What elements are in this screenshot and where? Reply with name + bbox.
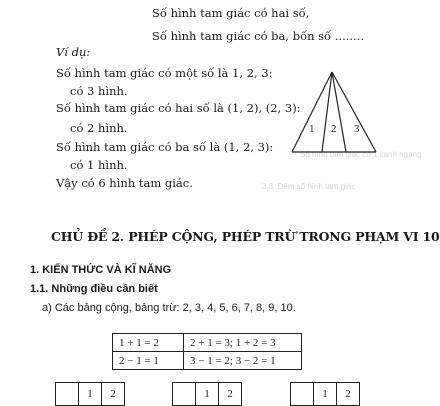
grid-cell: [173, 383, 196, 406]
subsection-heading: 1.1. Những điều cần biết: [30, 283, 158, 295]
triangle-label: 2: [331, 123, 337, 135]
triangle-label: 3: [354, 123, 360, 135]
example-line: Số hình tam giác có hai số là (1, 2), (2, 3):: [56, 101, 301, 115]
table-row: [113, 334, 302, 352]
example-line: Vậy có 6 hình tam giác.: [56, 176, 193, 190]
grid-cell: 1: [79, 383, 102, 406]
example-line: có 3 hình.: [70, 84, 128, 98]
triangle-figure: [290, 70, 380, 155]
text-line: Số hình tam giác có ba, bốn số ........: [152, 29, 364, 43]
grid-cell: 1: [196, 383, 219, 406]
grid-cell: 2: [102, 383, 125, 406]
text-line: Số hình tam giác có hai số,: [152, 6, 310, 20]
example-line: có 2 hình.: [70, 121, 128, 135]
example-line: có 1 hình.: [70, 158, 128, 172]
grid-cell: 2: [337, 383, 360, 406]
bleed-through-text: Số hình tam giác có 1 cạnh ngang: [300, 150, 422, 159]
grid-cell: [291, 383, 314, 406]
grid-cell: 1: [314, 383, 337, 406]
number-grid: [172, 382, 242, 406]
table-cell: 2 + 1 = 3; 1 + 2 = 3: [184, 334, 302, 352]
table-cell: 2 − 1 = 1: [113, 352, 184, 370]
example-heading: Ví dụ:: [56, 45, 91, 59]
grid-cell: 2: [219, 383, 242, 406]
triangle-label: 1: [309, 123, 315, 135]
example-line: Số hình tam giác có ba số là (1, 2, 3):: [56, 140, 274, 154]
grid-row: [56, 383, 125, 406]
grid-row: [291, 383, 360, 406]
section-heading: 1. KIẾN THỨC VÀ KĨ NĂNG: [30, 264, 172, 276]
table-cell: 3 − 1 = 2; 3 − 2 = 1: [184, 352, 302, 370]
number-grid: [55, 382, 125, 406]
example-line: Số hình tam giác có một số là 1, 2, 3:: [56, 66, 273, 80]
grid-row: [173, 383, 242, 406]
bleed-through-text: 3.3. Đếm số hình tam giác: [262, 182, 356, 191]
item-a: a) Các bảng cộng, bảng trừ: 2, 3, 4, 5, 6, 7, 8, 9, 10.: [42, 302, 296, 314]
chapter-title: CHỦ ĐỀ 2. PHÉP CỘNG, PHÉP TRỪ TRONG PHẠM VI 10: [51, 229, 440, 244]
table-row: [113, 352, 302, 370]
grid-cell: [56, 383, 79, 406]
number-grid: [290, 382, 360, 406]
arith-table: [112, 333, 302, 370]
table-cell: 1 + 1 = 2: [113, 334, 184, 352]
